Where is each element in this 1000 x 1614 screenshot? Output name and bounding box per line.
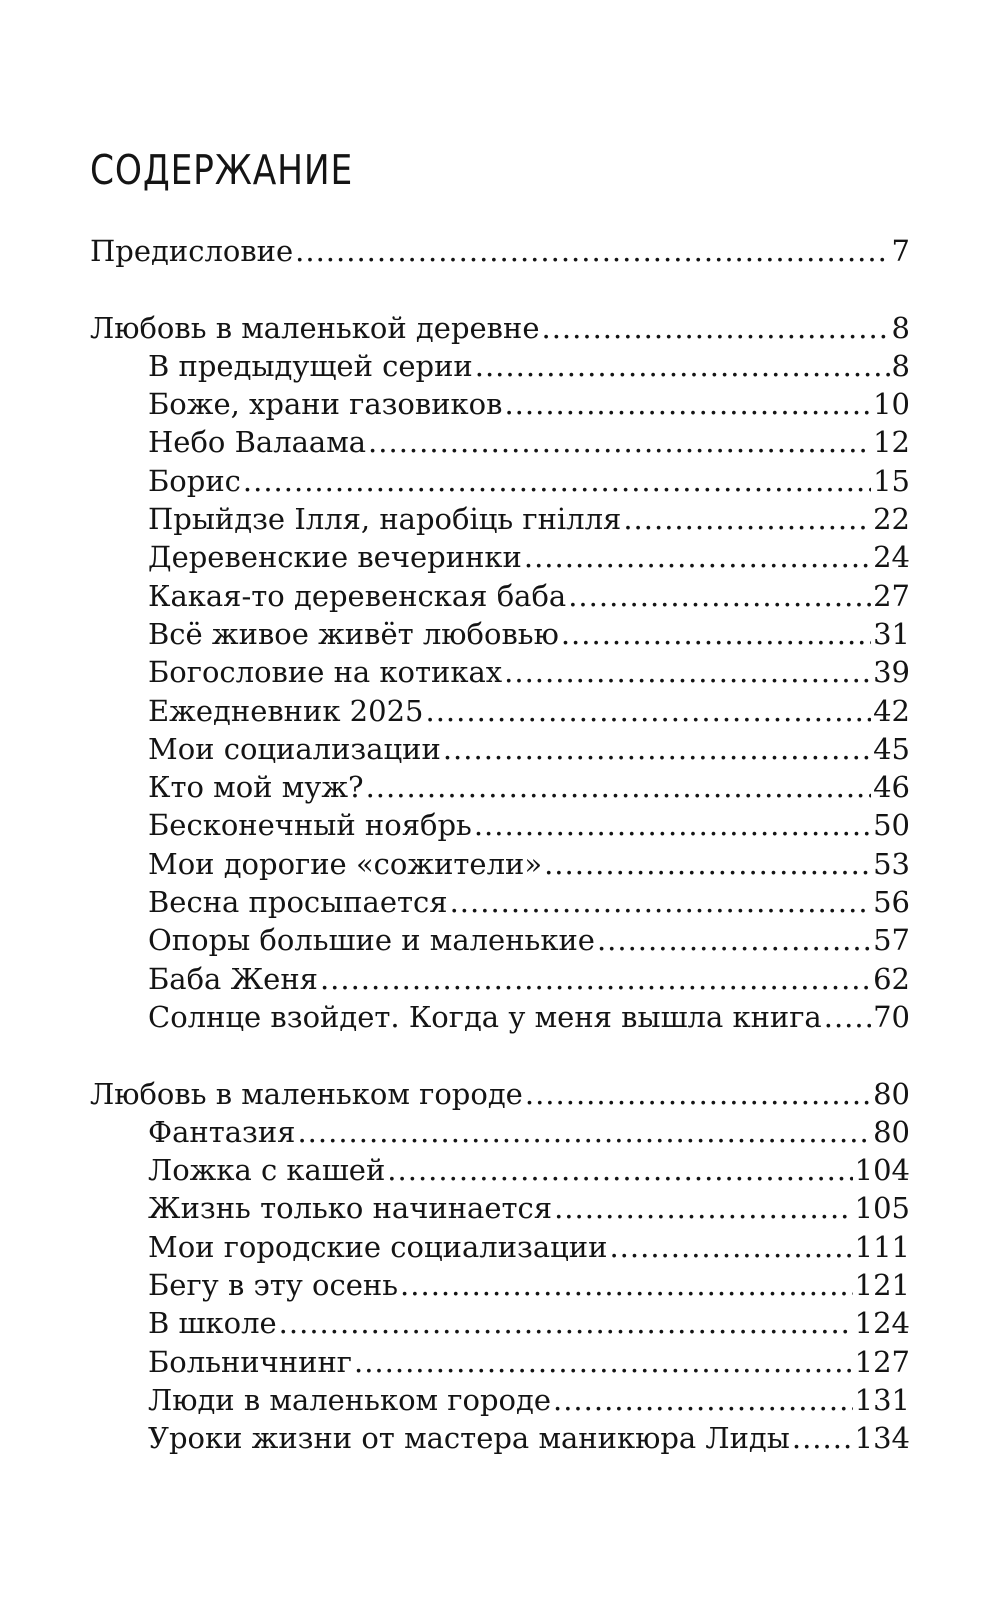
page-number: 56 [873,885,910,920]
section-title: Любовь в маленькой деревне [90,310,540,345]
page-number: 42 [873,693,910,728]
dot-leader [354,1343,853,1381]
subentry-title: Ежедневник 2025 [148,693,424,728]
toc-subentry [90,1343,910,1381]
toc-subentry [90,385,910,423]
dot-leader [475,347,890,385]
subentry-title: Мои дорогие «сожители» [148,846,543,881]
dot-leader [443,730,871,768]
page-number: 7 [891,234,910,268]
page-number: 121 [854,1268,910,1303]
page-number: 39 [873,655,910,690]
dot-leader [368,423,871,461]
toc-subentry [90,730,910,768]
toc-subentry [90,1419,910,1457]
subentry-title: Кто мой муж? [148,770,364,805]
dot-leader [366,768,872,806]
table-of-contents [90,232,910,1496]
toc-subentry [90,921,910,959]
dot-leader [450,883,872,921]
page-number: 31 [873,616,910,651]
page-number: 111 [854,1229,910,1264]
toc-subentry [90,577,910,615]
page-number: 8 [891,310,910,345]
subentry-title: Фантазия [148,1114,296,1149]
toc-subentry [90,1381,910,1419]
page-number: 80 [873,1114,910,1149]
subentry-title: Мои социализации [148,731,441,766]
page-number: 134 [854,1421,910,1456]
dot-leader [561,615,871,653]
dot-leader [387,1151,852,1189]
page-number: 24 [873,540,910,575]
dot-leader [553,1381,853,1419]
dot-leader [474,806,871,844]
toc-subentry [90,768,910,806]
toc-subentry [90,806,910,844]
dot-leader [243,462,871,500]
toc-subentry [90,347,910,385]
page-number: 104 [854,1153,910,1188]
page-number: 45 [873,731,910,766]
dot-leader [279,1304,853,1342]
subentry-title: Баба Женя [148,961,318,996]
subentry-title: Уроки жизни от мастера маникюра Лиды [148,1421,790,1456]
toc-section-entry [90,232,910,270]
page-number: 8 [891,348,910,383]
toc-subentry [90,692,910,730]
page-number: 70 [873,999,910,1034]
page-number: 15 [873,463,910,498]
toc-section [90,1075,910,1458]
toc-subentry [90,462,910,500]
subentry-title: Какая-то деревенская баба [148,578,567,613]
page-number: 62 [873,961,910,996]
page-number: 46 [873,770,910,805]
subentry-title: Весна просыпается [148,885,448,920]
dot-leader [792,1419,853,1457]
subentry-title: Боже, храни газовиков [148,387,503,422]
subentry-title: Люди в маленьком городе [148,1382,551,1417]
page-number: 127 [854,1344,910,1379]
page-number: 12 [873,425,910,460]
subentry-title: Жизнь только начинается [148,1191,553,1226]
dot-leader [568,577,871,615]
page-number: 50 [873,808,910,843]
page-number: 131 [854,1382,910,1417]
dot-leader [609,1228,852,1266]
subentry-title: В предыдущей серии [148,348,473,383]
page-number: 53 [873,846,910,881]
toc-subentry [90,1304,910,1342]
toc-subentry [90,1151,910,1189]
dot-leader [623,500,871,538]
subentry-title: Бегу в эту осень [148,1268,399,1303]
subentry-title: Прыйдзе Ілля, наробіць гнілля [148,502,622,537]
dot-leader [554,1189,853,1227]
toc-subentry [90,1266,910,1304]
dot-leader [320,960,871,998]
section-title: Предисловие [90,234,294,268]
toc-subentry [90,500,910,538]
subentry-title: Больничнинг [148,1344,352,1379]
toc-section-entry [90,1075,910,1113]
toc-subentry [90,423,910,461]
subentry-title: Деревенские вечеринки [148,540,522,575]
dot-leader [525,1075,871,1113]
toc-subentry [90,960,910,998]
page-title: СОДЕРЖАНИЕ [90,146,354,194]
dot-leader [542,309,890,347]
page-number: 10 [873,387,910,422]
toc-subentry [90,1113,910,1151]
toc-subentry [90,1189,910,1227]
dot-leader [297,1113,871,1151]
subentry-title: Небо Валаама [148,425,367,460]
subentry-title: Мои городские социализации [148,1229,608,1264]
toc-subentry [90,1228,910,1266]
dot-leader [295,232,889,270]
dot-leader [426,692,872,730]
dot-leader [504,653,871,691]
page-number: 80 [873,1076,910,1111]
subentry-title: Опоры большие и маленькие [148,923,595,958]
page-number: 27 [873,578,910,613]
toc-section-entry [90,309,910,347]
toc-section [90,232,910,270]
subentry-title: В школе [148,1306,277,1341]
page-number: 105 [854,1191,910,1226]
toc-subentry [90,538,910,576]
page-number: 124 [854,1306,910,1341]
section-title: Любовь в маленьком городе [90,1076,523,1111]
dot-leader [597,921,871,959]
dot-leader [544,845,871,883]
dot-leader [524,538,871,576]
dot-leader [824,998,871,1036]
page-number: 22 [873,502,910,537]
subentry-title: Борис [148,463,241,498]
subentry-title: Бесконечный ноябрь [148,808,472,843]
toc-subentry [90,615,910,653]
toc-subentry [90,653,910,691]
dot-leader [400,1266,853,1304]
page-number: 57 [873,923,910,958]
toc-subentry [90,883,910,921]
subentry-title: Ложка с кашей [148,1153,386,1188]
toc-subentry [90,998,910,1036]
toc-subentry [90,845,910,883]
subentry-title: Всё живое живёт любовью [148,616,559,651]
subentry-title: Солнце взойдет. Когда у меня вышла книга [148,999,822,1034]
toc-section [90,309,910,1037]
dot-leader [504,385,871,423]
subentry-title: Богословие на котиках [148,655,503,690]
